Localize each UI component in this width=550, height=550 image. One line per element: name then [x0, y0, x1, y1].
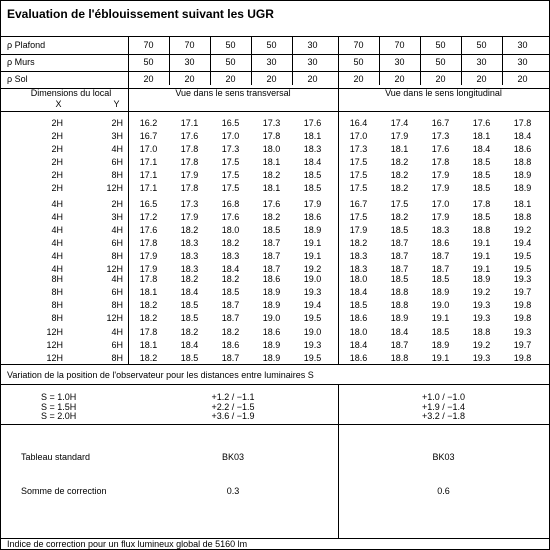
row-y: 12H — [106, 182, 123, 193]
grid-line — [1, 364, 549, 365]
ugr-value: 17.8 — [139, 274, 158, 284]
row-y: 4H — [111, 143, 123, 154]
ugr-value: 18.5 — [472, 169, 491, 180]
ugr-value: 18.7 — [431, 250, 450, 261]
variation-spacing: S = 1.5H — [41, 401, 77, 412]
ugr-value: 18.2 — [349, 237, 368, 248]
correction-transversal: 0.3 — [226, 486, 240, 496]
ugr-value: 19.3 — [472, 352, 491, 363]
grid-line — [1, 111, 549, 112]
ugr-value: 18.5 — [303, 182, 322, 193]
ugr-value: 18.1 — [139, 339, 158, 350]
variation-transversal: +1.2 / −1.1 — [211, 392, 255, 402]
ugr-value: 19.0 — [431, 299, 450, 310]
ugr-value: 16.5 — [139, 199, 158, 209]
standard-transversal: BK03 — [221, 452, 245, 462]
row-x: 2H — [51, 182, 63, 193]
ugr-value: 18.8 — [513, 211, 532, 222]
variation-spacing: S = 2.0H — [41, 411, 77, 421]
ugr-value: 18.6 — [431, 237, 450, 248]
ugr-value: 19.1 — [472, 237, 491, 248]
reflectance-value: 70 — [143, 40, 154, 50]
ugr-value: 17.9 — [431, 211, 450, 222]
ugr-value: 18.0 — [349, 274, 368, 284]
ugr-value: 17.8 — [180, 156, 199, 167]
variation-spacing: S = 1.0H — [41, 392, 77, 402]
ugr-value: 18.9 — [262, 352, 281, 363]
reflectance-value: 70 — [394, 40, 405, 50]
reflectance-value: 30 — [476, 57, 487, 67]
reflectance-value: 50 — [476, 40, 487, 50]
row-y: 8H — [111, 352, 123, 363]
ugr-value: 16.7 — [139, 130, 158, 141]
ugr-value: 18.9 — [262, 286, 281, 297]
ugr-value: 17.8 — [262, 130, 281, 141]
row-y: 3H — [111, 130, 123, 141]
reflectance-value: 20 — [394, 74, 405, 84]
ugr-value: 18.7 — [431, 263, 450, 274]
ugr-value: 17.3 — [221, 143, 240, 154]
reflectance-value: 50 — [143, 57, 154, 67]
ugr-value: 17.0 — [349, 130, 368, 141]
ugr-value: 19.8 — [513, 299, 532, 310]
row-y: 4H — [111, 274, 123, 284]
ugr-value: 19.1 — [472, 263, 491, 274]
ugr-value: 18.6 — [262, 274, 281, 284]
ugr-value: 19.2 — [472, 339, 491, 350]
ugr-value: 16.7 — [431, 118, 450, 128]
correction-longitudinal: 0.6 — [437, 486, 450, 496]
ugr-value: 19.4 — [513, 237, 532, 248]
ugr-value: 19.1 — [472, 250, 491, 261]
variation-transversal: +3.6 / −1.9 — [211, 411, 255, 421]
reflectance-value: 70 — [353, 40, 364, 50]
ugr-value: 17.9 — [303, 199, 322, 209]
ugr-value: 18.1 — [390, 143, 409, 154]
ugr-value: 18.9 — [472, 274, 491, 284]
ugr-value: 18.2 — [262, 169, 281, 180]
ugr-value: 18.4 — [221, 263, 240, 274]
reflectance-label: ρ Plafond — [7, 40, 46, 50]
standard-label: Tableau standard — [21, 452, 91, 462]
ugr-value: 18.6 — [303, 211, 322, 222]
row-x: 4H — [51, 250, 63, 261]
ugr-value: 17.1 — [139, 182, 158, 193]
ugr-value: 18.9 — [431, 286, 450, 297]
ugr-value: 18.3 — [349, 250, 368, 261]
row-y: 6H — [111, 156, 123, 167]
ugr-value: 18.9 — [390, 312, 409, 323]
reflectance-value: 20 — [476, 74, 487, 84]
ugr-value: 18.2 — [180, 274, 199, 284]
ugr-value: 18.9 — [262, 339, 281, 350]
row-y: 8H — [111, 250, 123, 261]
reflectance-value: 30 — [184, 57, 195, 67]
ugr-value: 19.3 — [303, 286, 322, 297]
ugr-value: 18.5 — [390, 224, 409, 235]
page-title: Evaluation de l'éblouissement suivant les UGR — [7, 7, 274, 21]
reflectance-value: 30 — [394, 57, 405, 67]
ugr-value: 18.2 — [390, 182, 409, 193]
ugr-value: 17.8 — [180, 182, 199, 193]
ugr-value: 18.4 — [180, 286, 199, 297]
ugr-value: 19.2 — [472, 286, 491, 297]
grid-line — [1, 384, 549, 385]
reflectance-value: 20 — [307, 74, 318, 84]
ugr-value: 18.0 — [262, 143, 281, 154]
row-x: 8H — [51, 312, 63, 323]
ugr-value: 18.7 — [221, 352, 240, 363]
ugr-value: 18.0 — [349, 327, 368, 337]
ugr-value: 19.5 — [303, 352, 322, 363]
ugr-value: 17.0 — [431, 199, 450, 209]
ugr-value: 18.9 — [303, 224, 322, 235]
grid-line — [502, 36, 503, 85]
ugr-value: 18.5 — [262, 224, 281, 235]
ugr-value: 17.9 — [431, 169, 450, 180]
ugr-value: 18.7 — [390, 237, 409, 248]
ugr-value: 18.4 — [349, 339, 368, 350]
ugr-value: 17.8 — [472, 199, 491, 209]
standard-longitudinal: BK03 — [432, 452, 455, 462]
ugr-value: 18.2 — [221, 327, 240, 337]
row-x: 2H — [51, 156, 63, 167]
row-x: 12H — [46, 327, 63, 337]
ugr-value: 18.6 — [349, 352, 368, 363]
reflectance-value: 20 — [143, 74, 154, 84]
ugr-value: 18.4 — [390, 327, 409, 337]
ugr-value: 18.3 — [431, 224, 450, 235]
grid-line — [420, 36, 421, 85]
ugr-value: 19.0 — [303, 274, 322, 284]
ugr-value: 18.4 — [513, 130, 532, 141]
row-x: 4H — [51, 263, 63, 274]
ugr-value: 17.6 — [139, 224, 158, 235]
row-y: 6H — [111, 286, 123, 297]
ugr-value: 19.5 — [513, 263, 532, 274]
row-x: 8H — [51, 274, 63, 284]
ugr-value: 16.8 — [221, 199, 240, 209]
ugr-value: 19.7 — [513, 339, 532, 350]
ugr-value: 18.5 — [431, 327, 450, 337]
ugr-value: 17.6 — [303, 118, 322, 128]
ugr-value: 18.1 — [472, 130, 491, 141]
ugr-value: 19.8 — [513, 312, 532, 323]
ugr-value: 18.7 — [390, 339, 409, 350]
ugr-value: 18.2 — [390, 169, 409, 180]
ugr-value: 17.9 — [431, 182, 450, 193]
ugr-value: 18.5 — [349, 299, 368, 310]
row-y: 4H — [111, 224, 123, 235]
row-y: 8H — [111, 169, 123, 180]
ugr-value: 18.2 — [139, 312, 158, 323]
ugr-value: 19.1 — [431, 352, 450, 363]
ugr-value: 17.6 — [221, 211, 240, 222]
ugr-value: 18.7 — [390, 250, 409, 261]
ugr-value: 17.6 — [472, 118, 491, 128]
ugr-value: 17.5 — [221, 169, 240, 180]
dimensions-header: Dimensions du local — [30, 88, 112, 98]
footer-note: Indice de correction pour un flux lumineux global de 5160 lm — [7, 539, 248, 549]
row-y: 4H — [111, 327, 123, 337]
ugr-value: 18.7 — [262, 237, 281, 248]
grid-line — [461, 36, 462, 85]
reflectance-label: ρ Murs — [7, 57, 35, 67]
row-y: 6H — [111, 339, 123, 350]
ugr-value: 18.9 — [513, 169, 532, 180]
ugr-value: 19.0 — [303, 327, 322, 337]
ugr-value: 16.7 — [349, 199, 368, 209]
ugr-value: 18.5 — [472, 182, 491, 193]
row-y: 2H — [111, 199, 123, 209]
ugr-value: 17.8 — [139, 237, 158, 248]
ugr-value: 17.9 — [180, 169, 199, 180]
row-x: 4H — [51, 199, 63, 209]
ugr-value: 18.1 — [139, 286, 158, 297]
row-x: 8H — [51, 299, 63, 310]
row-x: 2H — [51, 169, 63, 180]
variation-longitudinal: +3.2 / −1.8 — [421, 411, 466, 421]
reflectance-value: 20 — [266, 74, 277, 84]
ugr-value: 18.6 — [221, 339, 240, 350]
ugr-value: 19.2 — [303, 263, 322, 274]
ugr-value: 19.5 — [303, 312, 322, 323]
ugr-value: 17.9 — [139, 250, 158, 261]
grid-line — [292, 36, 293, 85]
ugr-value: 18.8 — [472, 327, 491, 337]
reflectance-value: 20 — [225, 74, 236, 84]
x-header: X — [55, 99, 62, 109]
ugr-value: 18.6 — [513, 143, 532, 154]
ugr-value: 18.0 — [221, 224, 240, 235]
reflectance-value: 30 — [307, 57, 318, 67]
grid-line — [251, 36, 252, 85]
ugr-value: 17.9 — [349, 224, 368, 235]
ugr-value: 18.8 — [390, 352, 409, 363]
row-x: 4H — [51, 211, 63, 222]
ugr-value: 18.5 — [303, 169, 322, 180]
ugr-value: 17.8 — [431, 156, 450, 167]
reflectance-value: 20 — [353, 74, 364, 84]
reflectance-value: 30 — [307, 40, 318, 50]
reflectance-value: 30 — [517, 40, 528, 50]
ugr-value: 17.0 — [221, 130, 240, 141]
row-x: 2H — [51, 143, 63, 154]
ugr-value: 18.7 — [262, 263, 281, 274]
ugr-value: 18.8 — [390, 299, 409, 310]
ugr-value: 17.5 — [349, 156, 368, 167]
grid-line — [379, 36, 380, 85]
ugr-value: 17.6 — [431, 143, 450, 154]
ugr-value: 18.7 — [221, 299, 240, 310]
y-header: Y — [113, 99, 120, 109]
ugr-value: 18.3 — [180, 263, 199, 274]
ugr-value: 19.4 — [303, 299, 322, 310]
transversal-header: Vue dans le sens transversal — [175, 88, 291, 98]
ugr-value: 18.7 — [221, 312, 240, 323]
row-x: 8H — [51, 286, 63, 297]
ugr-value: 18.7 — [262, 250, 281, 261]
ugr-value: 17.3 — [431, 130, 450, 141]
ugr-value: 17.9 — [139, 263, 158, 274]
ugr-value: 18.4 — [472, 143, 491, 154]
ugr-value: 18.5 — [472, 211, 491, 222]
longitudinal-header: Vue dans le sens longitudinal — [385, 88, 502, 98]
ugr-value: 17.3 — [180, 199, 199, 209]
reflectance-value: 50 — [266, 40, 277, 50]
ugr-value: 18.2 — [139, 352, 158, 363]
ugr-value: 18.4 — [303, 156, 322, 167]
ugr-value: 16.5 — [221, 118, 240, 128]
ugr-value: 17.4 — [390, 118, 409, 128]
ugr-value: 18.4 — [349, 286, 368, 297]
reflectance-value: 50 — [435, 57, 446, 67]
ugr-value: 18.1 — [513, 199, 532, 209]
row-y: 2H — [111, 118, 123, 128]
ugr-value: 17.3 — [262, 118, 281, 128]
ugr-value: 17.6 — [180, 130, 199, 141]
ugr-value: 17.9 — [390, 130, 409, 141]
ugr-value: 18.5 — [472, 156, 491, 167]
ugr-value: 17.3 — [349, 143, 368, 154]
ugr-value: 17.9 — [180, 211, 199, 222]
reflectance-label: ρ Sol — [7, 74, 28, 84]
ugr-value: 17.8 — [180, 143, 199, 154]
ugr-value: 17.5 — [390, 199, 409, 209]
ugr-value: 17.5 — [221, 156, 240, 167]
ugr-value: 19.0 — [262, 312, 281, 323]
ugr-value: 18.5 — [180, 352, 199, 363]
ugr-value: 18.2 — [262, 211, 281, 222]
correction-label: Somme de correction — [21, 486, 107, 496]
ugr-value: 18.8 — [472, 224, 491, 235]
ugr-value: 18.2 — [390, 156, 409, 167]
ugr-value: 17.1 — [139, 156, 158, 167]
reflectance-value: 50 — [435, 40, 446, 50]
row-y: 12H — [106, 263, 123, 274]
grid-line — [1, 36, 549, 37]
ugr-value: 18.3 — [303, 143, 322, 154]
grid-line — [1, 54, 549, 55]
ugr-value: 18.1 — [262, 156, 281, 167]
variation-longitudinal: +1.0 / −1.0 — [421, 392, 466, 402]
ugr-value: 18.4 — [180, 339, 199, 350]
grid-line — [1, 424, 549, 425]
row-y: 3H — [111, 211, 123, 222]
ugr-value: 17.6 — [262, 199, 281, 209]
reflectance-value: 20 — [184, 74, 195, 84]
ugr-value: 18.2 — [180, 327, 199, 337]
reflectance-value: 30 — [266, 57, 277, 67]
ugr-value: 18.7 — [390, 263, 409, 274]
ugr-value: 19.3 — [472, 299, 491, 310]
reflectance-value: 20 — [517, 74, 528, 84]
ugr-value: 19.3 — [513, 327, 532, 337]
ugr-value: 17.2 — [139, 211, 158, 222]
ugr-value: 19.1 — [303, 250, 322, 261]
ugr-value: 18.9 — [262, 299, 281, 310]
ugr-value: 18.5 — [390, 274, 409, 284]
ugr-value: 19.8 — [513, 352, 532, 363]
ugr-value: 18.9 — [513, 182, 532, 193]
ugr-value: 16.2 — [139, 118, 158, 128]
ugr-value: 17.1 — [139, 169, 158, 180]
grid-line — [210, 36, 211, 85]
ugr-value: 18.6 — [349, 312, 368, 323]
ugr-value: 17.5 — [349, 211, 368, 222]
ugr-value: 18.8 — [390, 286, 409, 297]
ugr-value: 18.6 — [262, 327, 281, 337]
ugr-value: 19.1 — [303, 237, 322, 248]
ugr-value: 19.3 — [303, 339, 322, 350]
row-y: 12H — [106, 312, 123, 323]
row-y: 6H — [111, 237, 123, 248]
ugr-value: 18.8 — [513, 156, 532, 167]
ugr-value: 18.2 — [180, 224, 199, 235]
ugr-value: 17.1 — [180, 118, 199, 128]
reflectance-value: 70 — [184, 40, 195, 50]
ugr-value: 18.5 — [180, 299, 199, 310]
ugr-value: 18.3 — [180, 250, 199, 261]
ugr-value: 19.3 — [472, 312, 491, 323]
ugr-value: 17.8 — [513, 118, 532, 128]
ugr-value: 18.5 — [431, 274, 450, 284]
ugr-value: 19.2 — [513, 224, 532, 235]
reflectance-value: 50 — [225, 57, 236, 67]
ugr-value: 17.5 — [221, 182, 240, 193]
ugr-value: 18.9 — [431, 339, 450, 350]
variation-transversal: +2.2 / −1.5 — [211, 401, 255, 412]
grid-line — [1, 71, 549, 72]
row-x: 4H — [51, 237, 63, 248]
ugr-value: 19.1 — [431, 312, 450, 323]
ugr-value: 16.4 — [349, 118, 368, 128]
ugr-value: 18.2 — [390, 211, 409, 222]
row-x: 2H — [51, 130, 63, 141]
reflectance-value: 30 — [517, 57, 528, 67]
reflectance-value: 20 — [435, 74, 446, 84]
grid-line — [169, 36, 170, 85]
ugr-value: 19.7 — [513, 286, 532, 297]
ugr-value: 18.2 — [221, 237, 240, 248]
ugr-value: 18.3 — [221, 250, 240, 261]
ugr-value: 17.5 — [349, 182, 368, 193]
ugr-value: 18.5 — [221, 286, 240, 297]
variation-caption: Variation de la position de l'observateur pour les distances entre luminaires S — [7, 370, 314, 380]
ugr-value: 17.8 — [139, 327, 158, 337]
ugr-value: 19.5 — [513, 250, 532, 261]
row-y: 8H — [111, 299, 123, 310]
row-x: 4H — [51, 224, 63, 235]
ugr-value: 19.3 — [513, 274, 532, 284]
row-x: 12H — [46, 339, 63, 350]
variation-longitudinal: +1.9 / −1.4 — [421, 401, 466, 412]
row-x: 12H — [46, 352, 63, 363]
ugr-value: 18.3 — [180, 237, 199, 248]
reflectance-value: 50 — [353, 57, 364, 67]
ugr-value: 18.5 — [180, 312, 199, 323]
ugr-value: 18.2 — [139, 299, 158, 310]
reflectance-value: 50 — [225, 40, 236, 50]
ugr-value: 17.0 — [139, 143, 158, 154]
ugr-value: 18.3 — [349, 263, 368, 274]
ugr-value: 18.1 — [303, 130, 322, 141]
row-x: 2H — [51, 118, 63, 128]
ugr-value: 17.5 — [349, 169, 368, 180]
ugr-value: 18.2 — [221, 274, 240, 284]
ugr-value: 18.1 — [262, 182, 281, 193]
